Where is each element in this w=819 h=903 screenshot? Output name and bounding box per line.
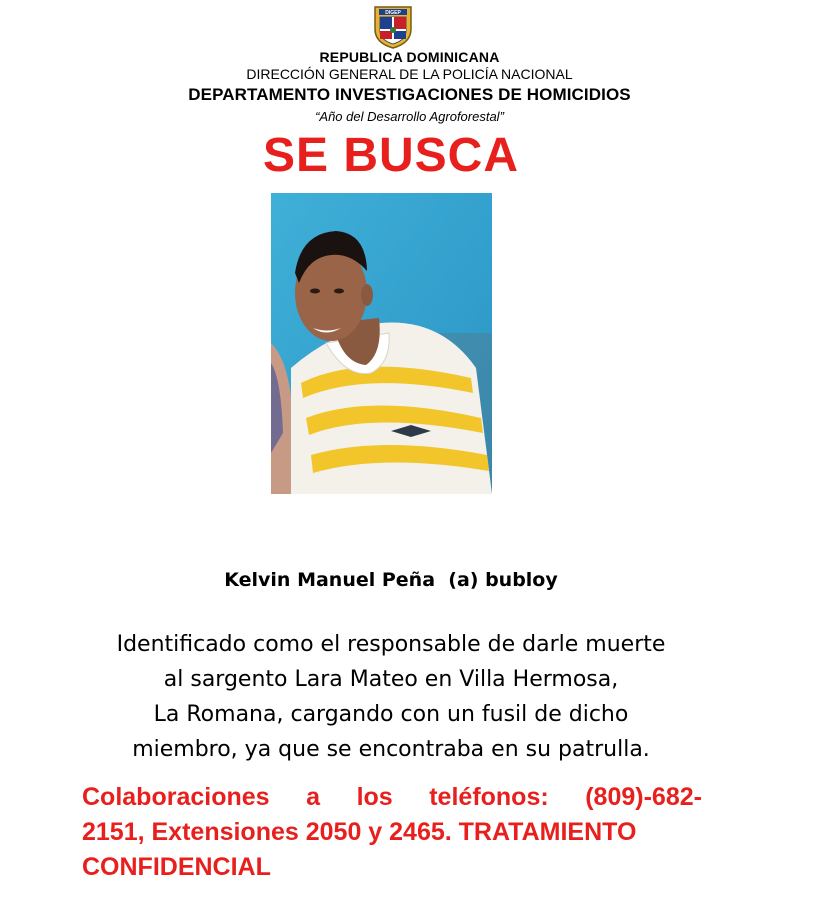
contact-word: a <box>306 783 321 811</box>
header-country: REPUBLICA DOMINICANA <box>319 49 500 65</box>
police-crest-icon <box>369 3 417 49</box>
svg-text:DIGEP: DIGEP <box>385 10 401 16</box>
contact-phone: (809)-682- <box>585 783 702 811</box>
suspect-photo <box>271 193 492 494</box>
contact-line-1 <box>82 780 702 815</box>
description <box>0 627 782 767</box>
contact-line-2: 2151, Extensiones 2050 y 2465. TRATAMIENTO <box>82 818 637 846</box>
contact-word: los <box>356 783 393 811</box>
description-line: La Romana, cargando con un fusil de dicho <box>153 702 629 727</box>
contact-word: Colaboraciones <box>82 783 270 811</box>
contact-info <box>82 780 702 885</box>
header-motto: “Año del Desarrollo Agroforestal” <box>315 109 504 124</box>
contact-line-3: CONFIDENCIAL <box>82 853 271 881</box>
description-line: miembro, ya que se encontraba en su patrulla. <box>132 737 650 762</box>
header-agency: DIRECCIÓN GENERAL DE LA POLICÍA NACIONAL <box>246 66 573 82</box>
description-line: al sargento Lara Mateo en Villa Hermosa, <box>163 667 619 692</box>
header-department: DEPARTAMENTO INVESTIGACIONES DE HOMICIDIOS <box>188 85 631 104</box>
contact-word: teléfonos: <box>429 783 549 811</box>
wanted-title: SE BUSCA <box>262 129 520 182</box>
suspect-name: Kelvin Manuel Peña (a) bubloy <box>224 569 558 591</box>
description-line: Identificado como el responsable de darle muerte <box>116 632 666 657</box>
